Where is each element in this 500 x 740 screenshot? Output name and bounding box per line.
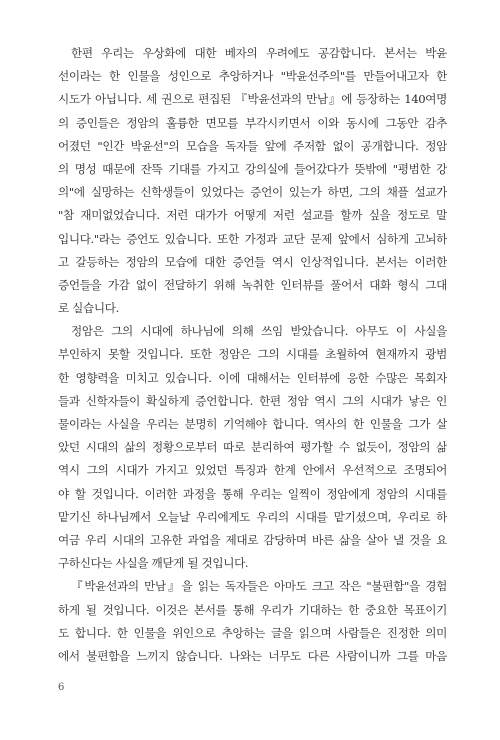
text-line: 로 실습니다. bbox=[58, 301, 119, 316]
text-line: 증언들을 가감 없이 전달하기 위해 녹취한 인터뷰를 풀어서 대화 형식 그대 bbox=[58, 277, 447, 292]
text-line: 맡기신 하나님께서 오늘날 우리에게도 우리의 시대를 맡기셨으며, 우리로 하 bbox=[58, 509, 447, 524]
text-line: 의 명성 때문에 잔뜩 기대를 가지고 강의실에 들어갔다가 뜻밖에 "평범한 강 bbox=[58, 161, 447, 176]
page-number: 6 bbox=[58, 682, 65, 693]
text-line: 물이라는 사실을 우리는 분명히 기억해야 합니다. 역사의 한 인물을 그가 살 bbox=[58, 417, 447, 431]
text-line: 들과 신학자들이 확실하게 증언합니다. 한편 정암 역시 그의 시대가 낳은 인 bbox=[58, 393, 447, 408]
text-line: 았던 시대의 삶의 정황으로부터 따로 분리하여 평가할 수 없듯이, 정암의 삶 bbox=[58, 440, 447, 455]
text-line: 어졌던 "인간 박윤선"의 모습을 독자들 앞에 주저함 없이 공개합니다. 정암 bbox=[58, 138, 447, 153]
text-line: 의"에 실망하는 신학생들이 있었다는 증언이 있는가 하면, 그의 채플 설교가 bbox=[58, 185, 447, 200]
text-line: 하게 될 것입니다. 이것은 본서를 통해 우리가 기대하는 한 중요한 목표이기 bbox=[58, 602, 447, 617]
text-line: 역시 그의 시대가 가지고 있었던 특징과 한계 안에서 우선적으로 조명되어 bbox=[58, 463, 447, 478]
text-line: 선이라는 한 인물을 성인으로 추앙하거나 "박윤선주의"를 만들어내고자 한 bbox=[58, 69, 447, 84]
text-line: "참 재미없었습니다. 저런 대가가 어떻게 저런 설교를 할까 싶을 정도로 말 bbox=[58, 208, 447, 223]
body-text bbox=[58, 42, 447, 668]
text-line: 부인하지 못할 것입니다. 또한 정암은 그의 시대를 초월하여 현재까지 광범 bbox=[58, 347, 447, 362]
text-line: 에서 불편함을 느끼지 않습니다. 나와는 너무도 다른 사람이니까 그를 마음 bbox=[58, 648, 447, 663]
paragraph-1 bbox=[58, 42, 447, 320]
paragraph-3 bbox=[58, 575, 447, 668]
text-line: 의 증인들은 정암의 훌륭한 면모를 부각시키면서 이와 동시에 그동안 감추 bbox=[58, 115, 447, 130]
text-line: 고 갈등하는 정암의 모습에 대한 증언들 역시 인상적입니다. 본서는 이러한 bbox=[58, 254, 447, 269]
text-line: 한 영향력을 미치고 있습니다. 이에 대해서는 인터뷰에 응한 수많은 목회자 bbox=[58, 370, 447, 385]
text-line: 『박윤선과의 만남』을 읽는 독자들은 아마도 크고 작은 "불편함"을 경험 bbox=[71, 579, 447, 594]
text-line: 한편 우리는 우상화에 대한 베자의 우려에도 공감합니다. 본서는 박윤 bbox=[71, 46, 447, 60]
text-line: 구하신다는 사실을 깨닫게 될 것입니다. bbox=[58, 556, 249, 571]
text-line: 정암은 그의 시대에 하나님에 의해 쓰임 받았습니다. 아무도 이 사실을 bbox=[71, 324, 447, 339]
text-line: 도 합니다. 한 인물을 위인으로 추앙하는 글을 읽으며 사람들은 진정한 의미 bbox=[58, 625, 447, 640]
text-line: 야 할 것입니다. 이러한 과정을 통해 우리는 일찍이 정암에게 정암의 시대를 bbox=[58, 486, 447, 501]
text-line: 시도가 아닙니다. 세 권으로 편집된 『박윤선과의 만남』에 등장하는 140여명 bbox=[58, 92, 447, 107]
paragraph-2 bbox=[58, 320, 447, 575]
text-line: 입니다."라는 증언도 있습니다. 또한 가정과 교단 문제 앞에서 심하게 고뇌하 bbox=[58, 231, 447, 246]
text-line: 여금 우리 시대의 고유한 과업을 제대로 감당하며 바른 삶을 살아 낼 것을 요 bbox=[58, 532, 447, 547]
